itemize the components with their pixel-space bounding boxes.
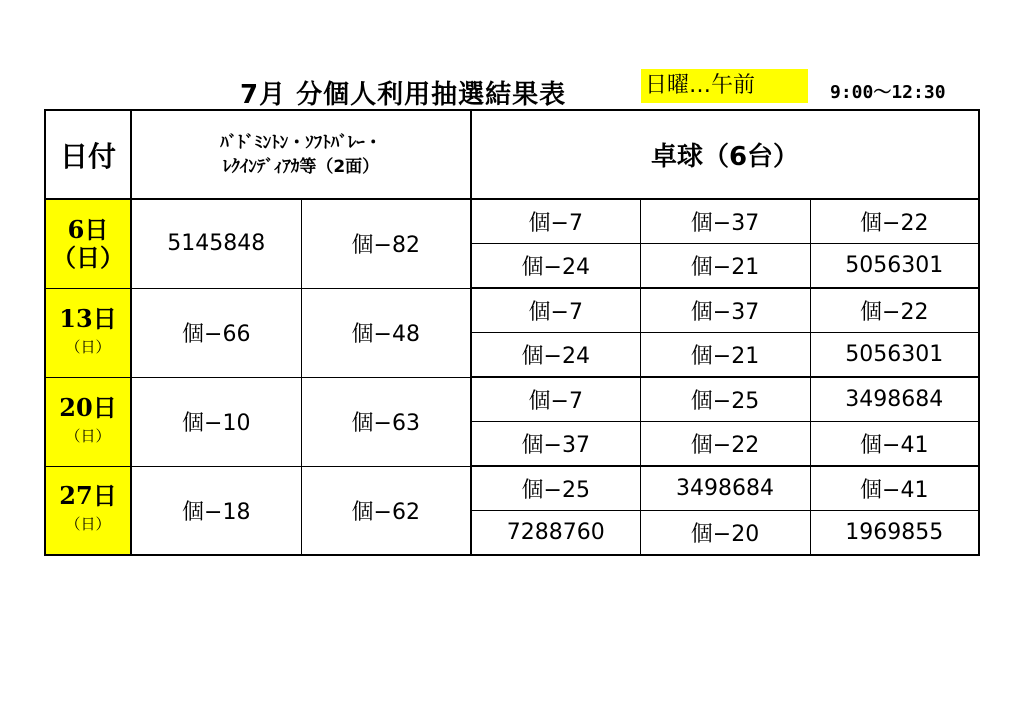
- badminton-header-line1: ﾊﾞﾄﾞﾐﾝﾄﾝ・ｿﾌﾄﾊﾞﾚｰ・: [220, 132, 382, 153]
- day-of-week: （日）: [52, 242, 124, 272]
- table-row: [45, 466, 979, 511]
- table-tennis-cell: 3498684: [810, 377, 979, 422]
- table-tennis-cell: 個−7: [471, 199, 640, 244]
- table-tennis-cell: 個−37: [640, 199, 810, 244]
- badminton-court-2: 個−82: [301, 199, 471, 288]
- badminton-court-1: 5145848: [131, 199, 301, 288]
- header-row: [45, 110, 979, 199]
- badminton-court-2: 個−63: [301, 377, 471, 466]
- table-tennis-cell: 個−24: [471, 244, 640, 289]
- date-label: 13日: [59, 303, 117, 333]
- day-session-tag: 日曜…午前: [641, 69, 808, 103]
- time-range: 9:00～12:30: [830, 82, 946, 103]
- day-of-week: （日）: [65, 515, 111, 534]
- table-row: [45, 199, 979, 244]
- table-tennis-cell: 個−25: [471, 466, 640, 511]
- date-label: 6日: [67, 214, 109, 244]
- table-tennis-column-header: 卓球（6台）: [471, 110, 979, 199]
- table-tennis-cell: 1969855: [810, 511, 979, 556]
- table-tennis-cell: 5056301: [810, 244, 979, 289]
- date-cell: [45, 377, 131, 466]
- lottery-results-table: [44, 109, 980, 556]
- table-tennis-cell: 個−22: [810, 288, 979, 333]
- date-column-header: 日付: [45, 110, 131, 199]
- day-of-week: （日）: [65, 337, 111, 356]
- badminton-court-1: 個−66: [131, 288, 301, 377]
- table-tennis-cell: 個−37: [640, 288, 810, 333]
- table-tennis-cell: 個−21: [640, 333, 810, 378]
- table-tennis-cell: 7288760: [471, 511, 640, 556]
- page-title: 7月 分個人利用抽選結果表: [240, 80, 567, 110]
- badminton-court-1: 個−10: [131, 377, 301, 466]
- table-tennis-cell: 個−41: [810, 466, 979, 511]
- date-label: 20日: [59, 392, 117, 422]
- table-tennis-cell: 個−24: [471, 333, 640, 378]
- date-label: 27日: [59, 481, 117, 511]
- table-tennis-cell: 個−22: [640, 422, 810, 467]
- table-tennis-cell: 個−20: [640, 511, 810, 556]
- table-tennis-cell: 個−21: [640, 244, 810, 289]
- badminton-court-1: 個−18: [131, 466, 301, 555]
- table-row: [45, 288, 979, 333]
- table-tennis-cell: 個−7: [471, 288, 640, 333]
- table-tennis-cell: 個−7: [471, 377, 640, 422]
- badminton-court-2: 個−62: [301, 466, 471, 555]
- date-cell: [45, 199, 131, 288]
- table-tennis-cell: 個−22: [810, 199, 979, 244]
- table-tennis-cell: 個−37: [471, 422, 640, 467]
- table-row: [45, 377, 979, 422]
- badminton-court-2: 個−48: [301, 288, 471, 377]
- table-tennis-cell: 5056301: [810, 333, 979, 378]
- date-cell: [45, 466, 131, 555]
- table-tennis-cell: 3498684: [640, 466, 810, 511]
- badminton-column-header: [131, 110, 471, 199]
- table-tennis-cell: 個−41: [810, 422, 979, 467]
- date-cell: [45, 288, 131, 377]
- day-of-week: （日）: [65, 426, 111, 445]
- table-tennis-cell: 個−25: [640, 377, 810, 422]
- badminton-header-line2: ﾚｸｲﾝﾃﾞｨｱｶ等（2面）: [222, 156, 380, 177]
